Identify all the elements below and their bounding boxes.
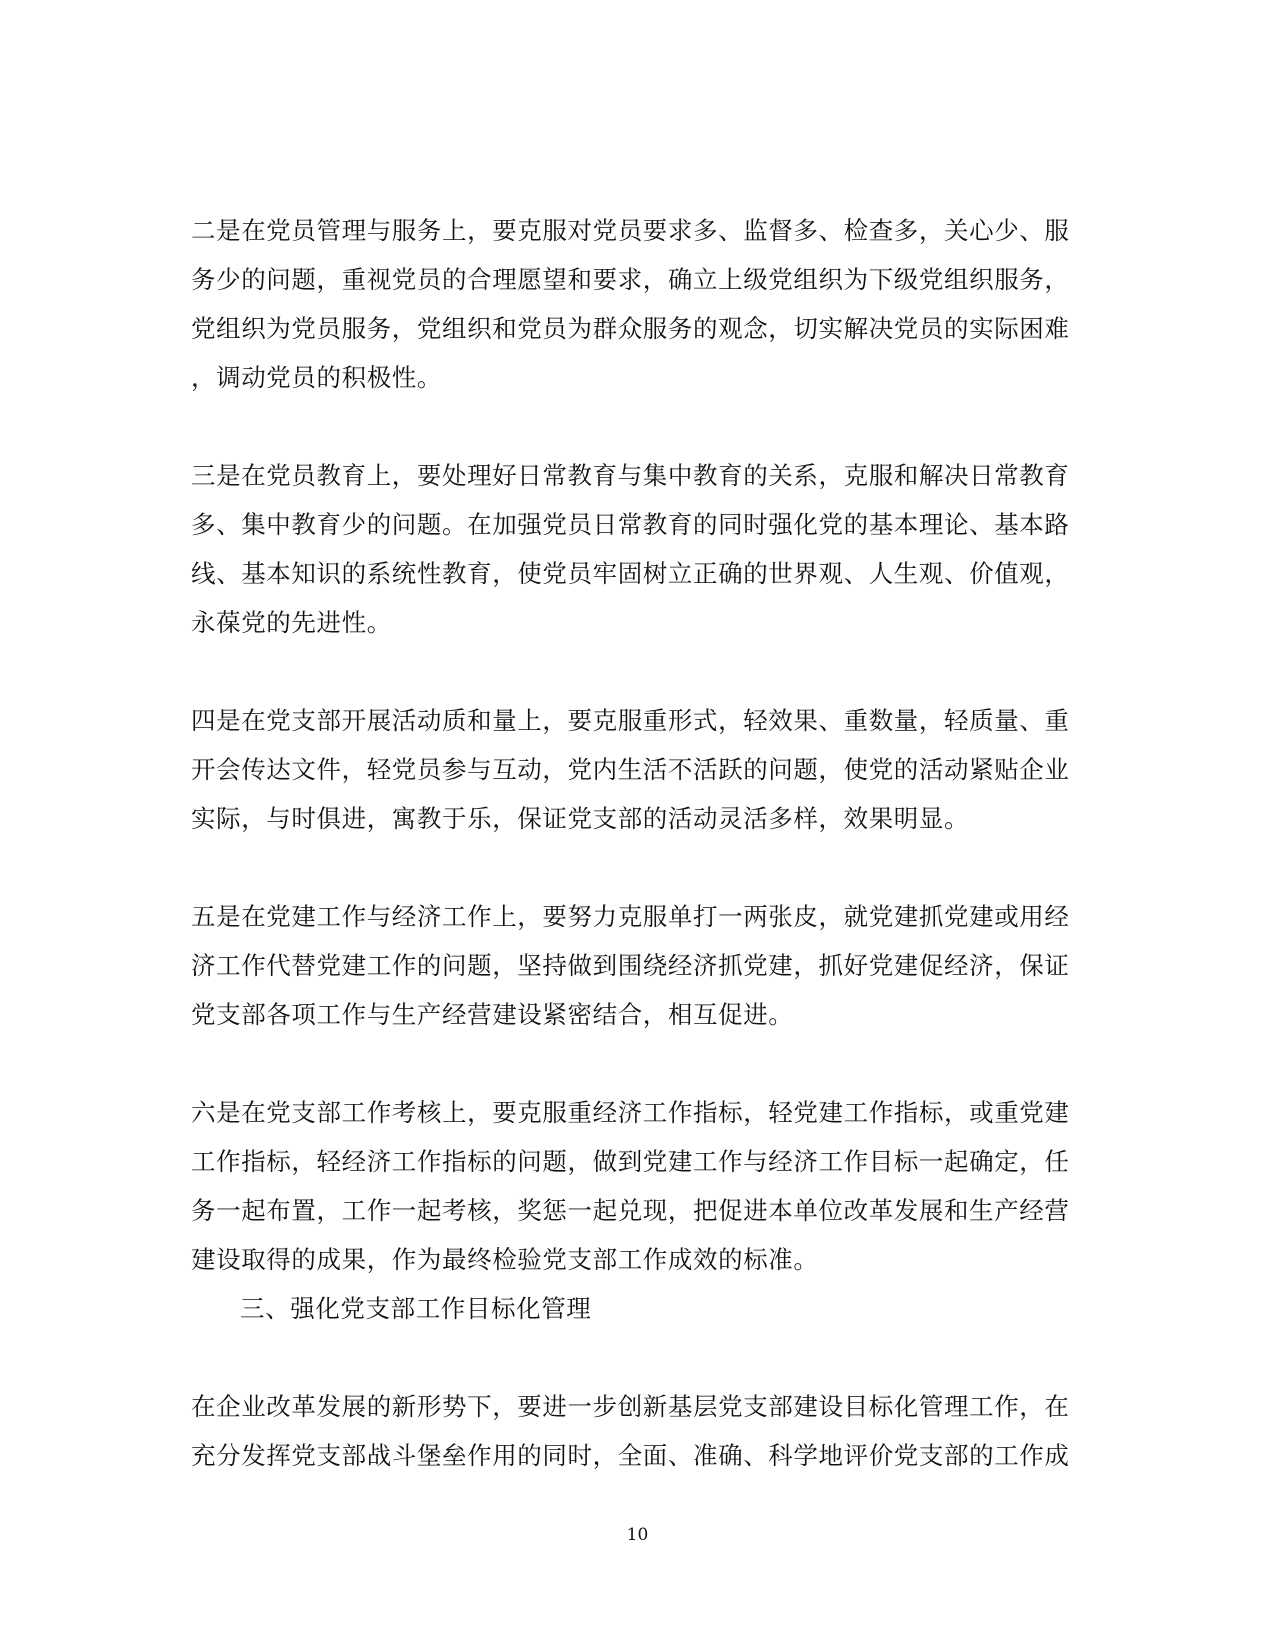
paragraph-target-management bbox=[191, 1382, 1071, 1480]
text-line: 在企业改革发展的新形势下，要进一步创新基层党支部建设目标化管理工作，在 bbox=[191, 1392, 1070, 1421]
text-line: 务一起布置，工作一起考核，奖惩一起兑现，把促进本单位改革发展和生产经营 bbox=[191, 1196, 1070, 1225]
text-line: 党组织为党员服务，党组织和党员为群众服务的观念，切实解决党员的实际困难 bbox=[191, 314, 1070, 343]
paragraph-spacer bbox=[191, 402, 1071, 451]
paragraph-party-building-economy bbox=[191, 892, 1071, 1039]
page-number: 10 bbox=[626, 1525, 649, 1545]
paragraph-party-member-education bbox=[191, 451, 1071, 647]
text-line: 永葆党的先进性。 bbox=[191, 608, 392, 637]
text-line: ，调动党员的积极性。 bbox=[191, 363, 442, 392]
text-line: 济工作代替党建工作的问题，坚持做到围绕经济抓党建，抓好党建促经济，保证 bbox=[191, 951, 1070, 980]
text-line: 充分发挥党支部战斗堡垒作用的同时，全面、准确、科学地评价党支部的工作成 bbox=[191, 1441, 1070, 1470]
text-line: 二是在党员管理与服务上，要克服对党员要求多、监督多、检查多，关心少、服 bbox=[191, 216, 1070, 245]
paragraph-branch-assessment bbox=[191, 1088, 1071, 1284]
text-line: 建设取得的成果，作为最终检验党支部工作成效的标准。 bbox=[191, 1245, 819, 1274]
paragraph-spacer bbox=[191, 843, 1071, 892]
text-line: 工作指标，轻经济工作指标的问题，做到党建工作与经济工作目标一起确定，任 bbox=[191, 1147, 1070, 1176]
text-line: 五是在党建工作与经济工作上，要努力克服单打一两张皮，就党建抓党建或用经 bbox=[191, 902, 1070, 931]
text-line: 三是在党员教育上，要处理好日常教育与集中教育的关系，克服和解决日常教育 bbox=[191, 461, 1070, 490]
paragraph-spacer bbox=[191, 647, 1071, 696]
page-body bbox=[191, 206, 1071, 1480]
text-line: 党支部各项工作与生产经营建设紧密结合，相互促进。 bbox=[191, 1000, 794, 1029]
text-line: 线、基本知识的系统性教育，使党员牢固树立正确的世界观、人生观、价值观， bbox=[191, 559, 1070, 588]
section-heading: 三、强化党支部工作目标化管理 bbox=[240, 1294, 592, 1323]
paragraph-party-member-management bbox=[191, 206, 1071, 402]
text-line: 开会传达文件，轻党员参与互动，党内生活不活跃的问题，使党的活动紧贴企业 bbox=[191, 755, 1070, 784]
text-line: 六是在党支部工作考核上，要克服重经济工作指标，轻党建工作指标，或重党建 bbox=[191, 1098, 1070, 1127]
paragraph-spacer bbox=[191, 1039, 1071, 1088]
text-line: 四是在党支部开展活动质和量上，要克服重形式，轻效果、重数量，轻质量、重 bbox=[191, 706, 1070, 735]
text-line: 务少的问题，重视党员的合理愿望和要求，确立上级党组织为下级党组织服务， bbox=[191, 265, 1070, 294]
text-line: 实际，与时俱进，寓教于乐，保证党支部的活动灵活多样，效果明显。 bbox=[191, 804, 970, 833]
text-line: 多、集中教育少的问题。在加强党员日常教育的同时强化党的基本理论、基本路 bbox=[191, 510, 1070, 539]
paragraph-branch-activities bbox=[191, 696, 1071, 843]
paragraph-spacer bbox=[191, 1333, 1071, 1382]
